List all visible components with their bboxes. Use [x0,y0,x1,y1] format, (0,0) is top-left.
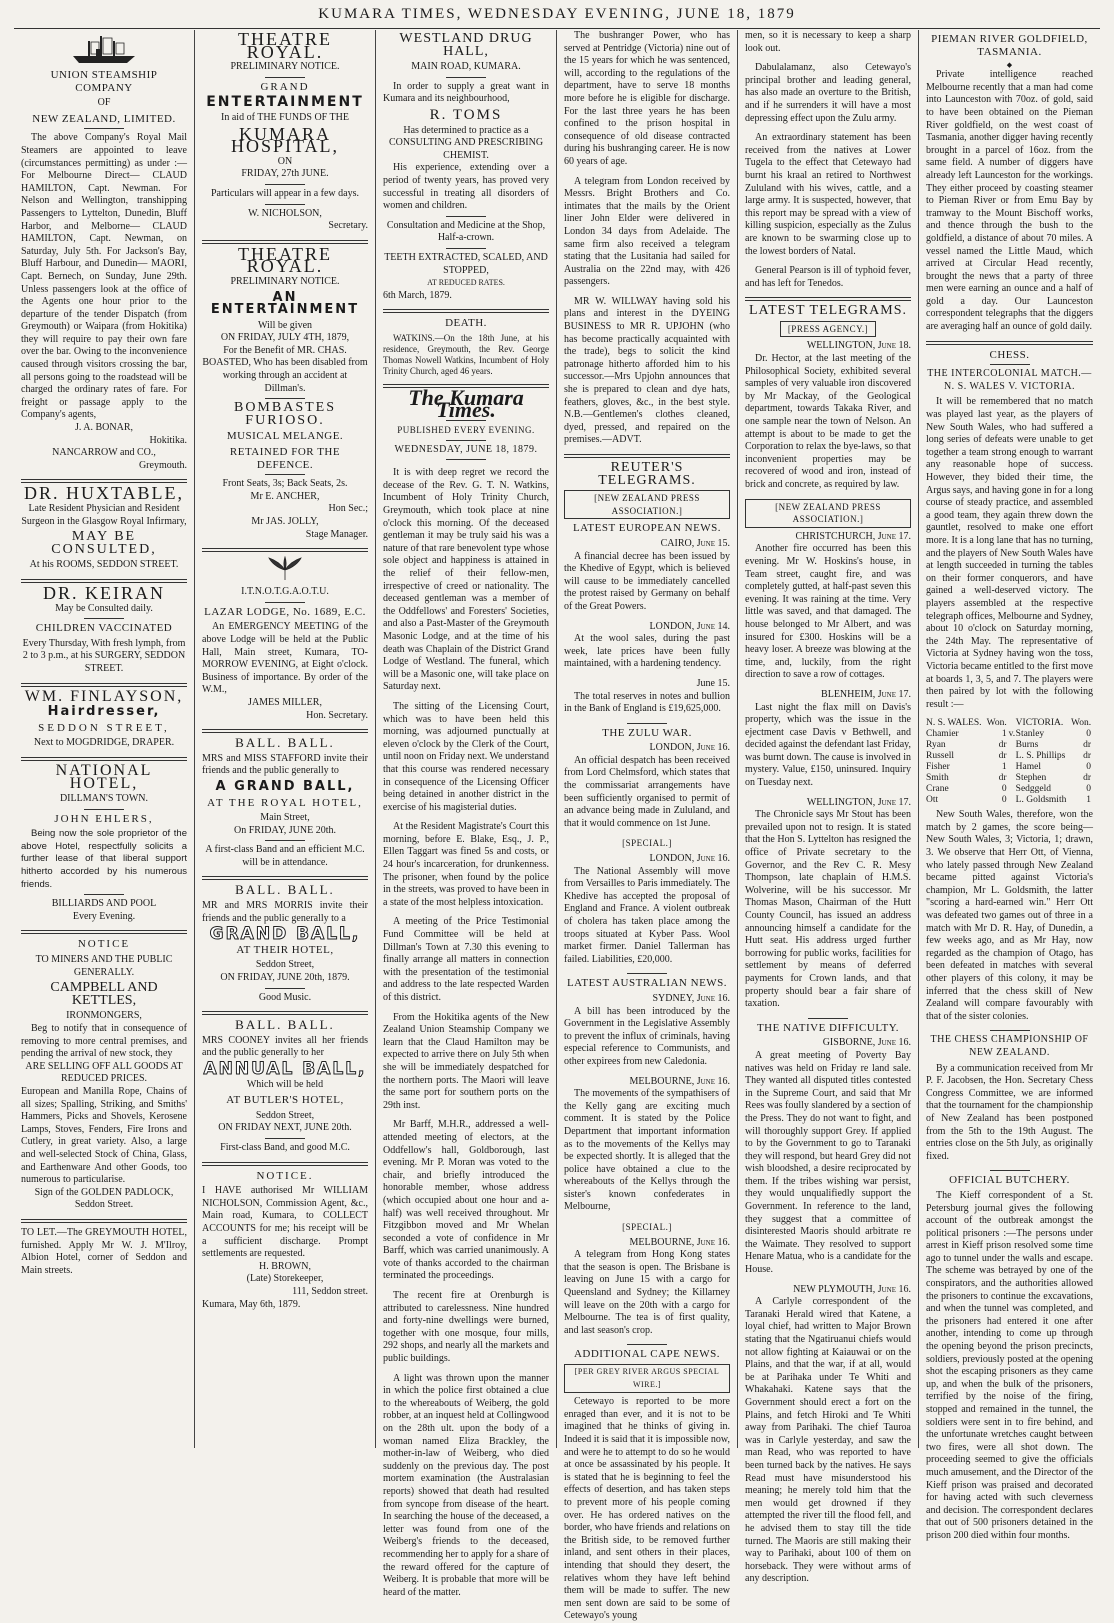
table-cell: 1 [1001,762,1007,773]
theatre-royal-seats: Front Seats, 3s; Back Seats, 2s. [222,478,348,490]
nzpa-box: [NEW ZEALAND PRESS ASSOCIATION.] [745,499,911,528]
june-15-body: The total reserves in notes and bullion in the Bank of England is £19,625,000. [564,690,730,715]
london-16b-dateline: LONDON, June 16. [649,853,730,865]
wellington-17-dateline: WELLINGTON, June 17. [806,796,911,808]
lodge-initials: I.T.N.O.T.G.A.O.T.U. [241,586,329,598]
campbell-kettles-ad [21,938,187,1211]
theatre-royal-notice-2: PRELIMINARY NOTICE. [230,275,340,287]
bombastes-furioso: BOMBASTES FURIOSO. [233,400,337,428]
table-cell: dr [1083,740,1091,751]
table-cell: Fisher [926,762,950,773]
ball-heading-2: BALL. BALL. [235,882,335,898]
campbell-kettles-list: European and Manilla Rope, Chains of all sizes; Spalling, Striking, and Smiths' Hammers, Picks and Shovels, Kerosene Lamps, Stoves, Fenders, Fire Irons and Cutlery, in great variety. Also, a large and well-selected Stock of China, Glass, and Earthenware And other Goods, too numerous to particularise. [21,1085,187,1186]
national-hotel-owner: JOHN EHLERS, [54,812,154,825]
union-steamship-ad [21,32,187,472]
cairo-dateline: CAIRO, June 15. [660,537,730,549]
brown-notice-addr: 111, Seddon street. [292,1285,368,1297]
drug-hall-body: His experience, extending over a period of twenty years, has proved very successful in treating all disorders of women and children. [383,162,549,212]
morris-ball-ad [202,884,368,1004]
national-hotel-name: NATIONAL HOTEL, [55,761,153,792]
theatre-royal-date-2: ON FRIDAY, JULY 4TH, 1879, [220,332,350,344]
butchery-heading: OFFICIAL BUTCHERY. [949,1174,1070,1187]
blenheim-body: Last night the flax mill on Davis's property, which was the issue in the ejectment case Davis v Bethwell, and decided against the defendant last Friday, was burnt down. The cause is involved in mystery. Value, £150, uninsured. Inquiry on Tuesday next. [745,701,911,789]
new-plymouth-body: A Carlyle correspondent of the Taranaki Herald wired that Katene, a loyal chief, had written to Major Brown stating that the Ngatiruanui chiefs would not allow fighting at Kaiauwai or on the Plains, and that the war, if at all, would be at Parihaka under Te Whiti and Whakahaki. Katene says that the Government should erect a fort on the Plains, and fetch Hiroki and Te Whiti away from Parihaki. The chief Tauroa was in Carlyle yesterday, and saw the man Read, who was reported to have been turned back by the natives. He says Read must have misunderstood his meaning; he merely told him that the men would get drowned if they attempted the river till the flood fell, and he advised them to stay till the tide turned. The Maoris are still making their way to Parihaki, about 100 of them on horseback. They were without arms of any description. [745,1296,911,1585]
table-row [926,729,1093,740]
june-15-dateline: June 15. [696,677,730,689]
theatre-royal-notice-1: PRELIMINARY NOTICE. [230,61,340,73]
morris-ball-date: ON FRIDAY, JUNE 20th, 1879. [220,972,350,984]
intercolonial-body: It will be remembered that no match was played last year, as the players of New South Wales, who had suffered a long series of defeats were unable to get together a team strong enough to warrant any reasonable hope of success. However, they bided their time, the Argus says, and having gone in for a long course of steady practice, and assembled a good team, they again threw down the gauntlet, resolved to make one effort more. It is a long lane that has no turning, and the players of New South Wales have at length succeeded in turning the tables on their former conquerors, and have gained a well-deserved victory. The players assembled at the respective telegraph offices, Melbourne and Sydney, about 10 o'clock on Saturday morning, the 24th May. The representative of Victoria at Sydney having won the toss, Victoria became entitled to the first move at boards 1, 3, 5, and 7. The players were then paired by lot with the following result :— [926,396,1093,710]
brown-notice-body: I HAVE authorised Mr WILLIAM NICHOLSON, Commission Agent, &c., Main road, Kumara, to COLLECT ACCOUNTS for me; his receipt will be a sufficient discharge. Prompt settlements are requested. [202,1185,368,1260]
finlayson-next: Next to MOGDRIDGE, DRAPER. [33,737,175,749]
theatre-royal-sign-2b: Mr JAS. JOLLY, [251,516,319,527]
christchurch-dateline: CHRISTCHURCH, June 17. [795,530,911,542]
huxtable-consult: MAY BE CONSULTED, [51,529,157,557]
press-agency-box: [PRESS AGENCY.] [780,321,876,338]
cooney-ball-date: ON FRIDAY NEXT, JUNE 20th. [218,1122,352,1134]
union-subtitle: NEW ZEALAND, LIMITED. [32,112,176,125]
keiran-name: DR. KEIRAN [43,582,165,603]
drug-hall-date: 6th March, 1879. [383,289,452,301]
reuters-press-box: [NEW ZEALAND PRESS ASSOCIATION.] [564,490,730,519]
news-paragraph-dyeing: MR W. WILLWAY having sold his plans and interest in the DYEING BUSINESS to MR R. UPJOHN (who has become practically acquainted with the trade), begs to solicit the kind patronage hitherto afforded him to his successor.—Mrs Upjohn announces that she is prepared to clean and dye hats, feathers, gloves, &c., in the best style. N.B.—Gentlemen's clothes cleaned, dyed, pressed, and repaired on the premises.—ADVT. [564,295,730,446]
stafford-ball-band: A first-class Band and an efficient M.C. will be in attendance. [205,844,365,868]
newspaper-columns [14,29,1100,1622]
cooney-ball-ad [202,1019,368,1154]
huxtable-body: Late Resident Physician and Resident Surgeon in the Glasgow Royal Infirmary, [21,503,187,527]
special-label-2: [SPECIAL.] [622,1222,672,1233]
theatre-royal-particulars: Particulars will appear in a few days. [210,187,359,199]
native-difficulty-heading: THE NATIVE DIFFICULTY. [756,1021,900,1034]
table-cell [1009,740,1016,751]
cape-paragraph-2: Dabulalamanz, also Cetewayo's principal brother and leading general, has also made an overture to the British, and if he surrenders it will have a most depressing effect upon the Zulu army. [745,62,911,124]
theatre-royal-role-2b: Stage Manager. [305,528,368,540]
editorial-paragraph-4: A meeting of the Price Testimonial Fund Committee will be held at Dillman's Town at 7.30 this evening to finally arrange all matters in connection with the presentation of the testimonial and address to the late respected Warden of this district. [383,916,549,1003]
table-header-cell: N. S. WALES. [926,718,982,729]
union-body: The above Company's Royal Mail Steamers are appointed to leave (circumstances permitting) as under :— For Melbourne Direct— CLAUD HAMILTON, Capt. Newman. For Nelson and Wellington, transhipping Passengers to Lyttelton, Dunedin, Bluff Harbor, and Melborne— CLAUD HAMILTON, Capt. Newman, on Saturday, July 5th. For Jackson's Bay, Bluff Harbour, and Dunedin— MAORI, Capt. Bernech, on Sunday, June 29th. Unless passengers look at the office of the Agents one hour prior to the departure of the tender Dispatch (from Greymouth) or Waipara (from Hokitika) they will require to pay their own fare over the bar. Owing to the inconvenience caused through visitors crossing the bar, all persons going to the roadstead will be charged the ordinary rates of fare. For freight or passage apply to the Company's agents, [21,132,187,421]
column-2 [195,30,376,1448]
drug-hall-prof: CONSULTING AND PRESCRIBING CHEMIST. [388,137,544,161]
retained-for-defence: RETAINED FOR THE DEFENCE. [229,446,341,471]
huxtable-name: DR. HUXTABLE, [23,483,185,504]
cooney-ball-street: Seddon Street, [255,1109,315,1121]
table-cell: Smith [926,773,949,784]
table-cell: 0 [1001,795,1007,806]
lazar-lodge-title: LAZAR LODGE, No. 1689, E.C. [204,605,366,618]
theatre-royal-title-1: THEATRE ROYAL. [238,29,332,62]
melbourne-body: The movements of the sympathisers of the Kelly gang are exciting much comment. It is stated by the Police Department that important information as to the movements of the Kellys may be expected shortly. It is alleged that the police have obtained a clue to the whereabouts of the Kellys through the sister's known confederates in Melbourne, [564,1088,730,1213]
morris-ball-body: MR and MRS MORRIS invite their friends and the public generally to a [202,900,368,924]
paper-date: WEDNESDAY, JUNE 18, 1879. [394,443,538,455]
drug-hall-addr: MAIN ROAD, KUMARA. [411,61,521,73]
sydney-dateline: SYDNEY, June 16. [652,992,730,1004]
paper-published: PUBLISHED EVERY EVENING. [397,425,535,436]
miners-notice-title: NOTICE [77,938,131,951]
butchery-body: The Kieff correspondent of a St. Petersburg journal gives the following account of the outbreak amongst the political prisoners :—The persons under arrest in Kieff prison resolved some time ago to tunnel under the walls and escape. The scheme was betrayed by one of the conspirators, and the authorities allowed the prisoners to continue the excavations, and when the tunnel was completed, and the prisoners had entered it one after another, intending to come up through the opening beyond the prison precincts, soldiers, previously posted at the opening shot the escaping prisoners as they came up, and when the bulk of the prisoners, terrified by the noise of the firing, stopped and remained in the tunnel, the soldiers were sent in to fire behind, and the unfortunate wretches caught between two fires, were all shot down. The proceeding seemed to give the officials much amusement, and the Director of the Kieff prison was praised and decorated for having acted with such cleverness and decision. The correspondent declares that out of 500 prisoners detained in the prison 200 died within four months. [926,1189,1093,1541]
death-notice [383,317,549,377]
table-cell: Crane [926,784,949,795]
keiran-vacc-body: Every Thursday, With fresh lymph, from 2 to 3 p.m., at his SURGERY, SEDDON STREET. [22,637,186,674]
stafford-ball-date: On FRIDAY, JUNE 20th. [234,824,336,836]
finlayson-ad [21,687,187,750]
morris-grand-ball: GRAND BALL, [209,924,361,945]
death-heading: DEATH. [445,317,487,330]
union-agent-2: NANCARROW and CO., [52,447,156,459]
editorial-paragraph-2: The sitting of the Licensing Court, which was to have been held this morning, was adjourned punctually at eleven o'clock by the Clerk of the Court, until noon on Friday next. We understand that this course was rendered necessary in consequence of the Licensing Officer being detained in another district in the exercise of his magisterial duties. [383,700,549,813]
table-cell: dr [1083,773,1091,784]
campbell-kettles-name: CAMPBELL AND KETTLES, [50,980,158,1008]
table-cell: L. S. Phillips [1015,751,1066,762]
theatre-royal-ad-2 [202,243,368,541]
table-cell [1009,795,1016,806]
news-paragraph-power: The bushranger Power, who has served at Pentridge (Victoria) nine out of the 15 years for which he was sentenced, will, according to the regulations of the department, have to serve 18 months more before he is eligible for discharge. For the last three years he has been confined to the prison hospital in consequence of old disease contracted during his bushranging career. He is now 60 years of age. [564,30,730,167]
intercolonial-heading: THE INTERCOLONIAL MATCH.— N. S. WALES V. VICTORIA. [927,368,1092,392]
wellington-18-dateline: WELLINGTON, June 18. [806,340,911,352]
theatre-royal-grand: GRAND [260,80,310,93]
editorial-paragraph-7: The recent fire at Orenburgh is attributed to carelessness. Nine hundred and forty-nine dwellings were burned, together with one mosque, four mills, 292 shops, and nearly all the markets and public buildings. [383,1290,549,1365]
lazar-lodge-body: An EMERGENCY MEETING of the above Lodge will be held at the Public Hall, Main street, Kumara, TO-MORROW EVENING, at Eight o'clock. Business of importance. By order of the W.M., [202,621,368,696]
cape-paragraph-4: General Pearson is ill of typhoid fever, and has left for Tenedos. [745,265,911,289]
drug-hall-ad [383,33,549,302]
union-title: UNION STEAMSHIP COMPANY [50,69,158,94]
ornament-icon: ◆ [1006,61,1013,70]
theatre-royal-body-2: For the Benefit of MR. CHAS. BOASTED, Who has been disabled from working through an accident at Dillman's. [202,344,368,394]
wellington-17-body: The Chronicle says Mr Stout has been prevailed upon not to resign. It is stated that the Hon S. Lyttelton has resigned the office of Private secretary to the Governor, and the Rev C. R. Mesy Thompson, late chaplain of H.M.S. Wolverine, will be his successor. Mr Thomas Mason, Chairman of the Hutt County Council, has issued an address announcing himself a candidate for the Hutt seat. His address urged further borrowing for public works, facilities for settlement by means of deferred payments for Crown lands, and that property should bear a fair share of taxation. [745,809,911,1010]
table-cell: Chamier [926,729,959,740]
union-of: OF [97,97,111,109]
theatre-royal-on: ON [277,155,293,167]
morris-ball-street: Seddon Street, [255,959,315,971]
drug-hall-intro: In order to supply a great want in Kumara and its neighbourhood, [383,80,549,105]
cape-continued: men, so it is necessary to keep a sharp look out. [745,30,911,54]
finlayson-trade: Hairdresser, [47,704,161,720]
christchurch-body: Another fire occurred has been this evening. Mr W. Hoskins's house, in Team street, caught fire, and was completely gutted, at half-past seven this evening. It was raining at the time. Very little was saved, and that damaged. The house belonged to Mr Albert, and was insured for £300. Hoskins will be a heavy loser. A breeze was blowing at the time, and, luckily, from the right direction to save a row of cottages. [745,543,911,681]
ball-heading-1: BALL. BALL. [235,735,335,751]
stafford-ball-body: MRS and MISS STAFFORD invite their friends and the public generally to [202,752,368,777]
brown-notice-role: (Late) Storekeeper, [246,1273,324,1285]
masthead: KUMARA TIMES, WEDNESDAY EVENING, JUNE 18, 1879 [14,6,1100,29]
keiran-ad [21,582,187,676]
table-cell [1009,784,1016,795]
column-1 [14,30,195,1448]
table-row [926,784,1093,795]
musical-melange: MUSICAL MELANGE. [226,430,344,443]
london-16-dateline: LONDON, June 16. [649,742,730,754]
cooney-ball-held: Which will be held [246,1078,324,1090]
miners-notice-sub: TO MINERS AND THE PUBLIC GENERALLY. [35,954,173,978]
lazar-lodge-sign: JAMES MILLER, [248,696,322,708]
table-cell: 1 [1001,729,1007,740]
london-16-body: An official despatch has been received from Lord Chelmsford, which states that the commissariat arrangements have been sufficiently organised to permit of an advance being made in Zululand, and that it would commence on 1st June. [564,754,730,829]
gisborne-body: A great meeting of Poverty Bay natives was held on Friday re land sale. They wanted all disputed titles contested in the Supreme Court, and said that Mr Rees was foully slandered by a section of the Press. They do not want to fight, and will thoroughly support Grey. If applied to by the Government to go to Taranaki they will respond, but heard Grey did not wish bloodshed, a desire reciprocated by them. If the tribes wishing war persist, they would unqualifiedly support the Government. In reference to the land, they suggest that a committee of disinterested Maoris should arbitrate re the Waimate. They resolved to support Henare Matua, who is a candidate for the House. [745,1049,911,1276]
union-agent-1-place: Hokitika. [149,434,187,446]
lazar-lodge-ad [202,556,368,722]
table-cell [1009,773,1016,784]
national-hotel-body: Being now the sole proprietor of the above Hotel, respectfully solicits a further lease of that liberal support hitherto accorded by his numerous friends. [21,828,187,890]
national-hotel-town: DILLMAN'S TOWN. [59,793,149,805]
paper-nameplate [383,384,549,460]
huxtable-ad [21,483,187,572]
zulu-war-heading: THE ZULU WAR. [602,726,692,739]
chess-heading: CHESS. [989,348,1030,361]
lazar-lodge-sec: Hon. Secretary. [306,709,368,721]
theatre-royal-aid: In aid of THE FUNDS OF THE [221,111,349,123]
editorial-paragraph-5: From the Hokitika agents of the New Zealand Union Steamship Company we learn that the Claud Hamilton may be expected to arrive there on July 5th when she will be immediately despatched for the northern ports. The Maori will leave the same port for southern ports on the 29th inst. [383,1011,549,1111]
table-cell: Stanley [1015,729,1045,740]
table-header-cell: Won. [1071,718,1092,729]
stafford-ball-street: Main Street, [260,812,310,824]
editorial-paragraph-8: A light was thrown upon the manner in which the police first obtained a clue to the whereabouts of Weiberg, the gold robber, at an inquest held at Collingwood on the 28th ult. upon the body of a woman named Eliza Brackley, the mother-in-law of Weiberg, who died suddenly on the previous day. The post mortem examination (the Australasian reports) showed that death had resulted from syncope from disease of the heart. In searching the house of the deceased, a letter was found from one of the Weiberg's friends to the deceased, recommending her to apply for a share of the reward offered for the capture of Weiberg. It is probable that more will be heard of the matter. [383,1372,549,1598]
brown-notice-ad [202,1170,368,1312]
melbourne-2-body: A telegram from Hong Kong states that the season is open. The Brisbane is leaving on June 15 with a cargo for Queensland and Sydney; the Killarney will leave on the 20th with a cargo for Melbourne. The tea is of first quality, and last season's crop. [564,1249,730,1336]
table-cell: 0 [1086,762,1091,773]
theatre-royal-date-1: FRIDAY, 27th JUNE. [241,168,329,180]
table-cell: 0 [1086,729,1091,740]
pieman-heading: PIEMAN RIVER GOLDFIELD, TASMANIA. [931,33,1088,58]
theatre-royal-an-entertainment: AN ENTERTAINMENT [210,289,360,318]
cape-paragraph-3: An extraordinary statement has been received from the natives at Lower Tugela to the effect that Cetewayo had burnt his kraal an retired to Northwest Zululand with his wives, cattle, and a large army. It is suspected, however, that this report may be spread with a view of killing suspicion, especially as the Zulus are known to be swarming close up to the lowest borders of Natal. [745,132,911,257]
column-5 [738,30,919,1585]
london-14-body: At the wool sales, during the past week, late prices have been fully maintained, with a hardening tendency. [564,633,730,670]
table-cell: Stephen [1015,773,1047,784]
drug-hall-det: Has determined to practice as a [403,124,529,136]
table-cell: dr [998,751,1007,762]
campbell-kettles-selling: ARE SELLING OFF ALL GOODS AT REDUCED PRICES. [25,1060,183,1085]
brown-notice-date: Kumara, May 6th, 1879. [202,1298,301,1310]
national-hotel-billiards: BILLIARDS AND POOL [51,898,157,910]
special-label-1: [SPECIAL.] [622,838,672,849]
union-agent-2-place: Greymouth. [138,459,187,471]
australian-news-heading: LATEST AUSTRALIAN NEWS. [566,977,728,990]
kumara-hospital: KUMARA HOSPITAL, [230,123,340,157]
table-row [926,751,1093,762]
campbell-kettles-sign: Sign of the GOLDEN PADLOCK, Seddon Street. [34,1186,174,1211]
finlayson-name: WM. FINLAYSON, [24,687,184,705]
theatre-royal-ad-1 [202,29,368,233]
table-header-cell: Won. [986,718,1007,729]
table-cell: Sedggeld [1015,784,1052,795]
table-row [926,762,1093,773]
finlayson-street: SEDDON STREET, [38,721,170,734]
editorial-paragraph-1: It is with deep regret we record the decease of the Rev. G. T. N. Watkins, Incumbent of Holy Trinity Church, Greymouth, which took place at nine o'clock this morning. Of the deceased gentleman it may be truly said his was a nature of that rare benevolent type whose sole object and happiness is attained in the relief of their fellow-men, irrespective of creed or nationality. The deceased gentleman was a member of the Oddfellows' and Foresters' Societies, and also a Past-Master of the Greymouth Masonic Lodge, and at the time of his death was Chaplain of the District Grand Lodge of Westland. The funeral, which will be a Masonic one, will take place on Saturday next. [383,467,549,693]
morris-ball-music: Good Music. [258,991,312,1003]
blenheim-dateline: BLENHEIM, June 17. [821,688,911,700]
table-cell [1009,751,1016,762]
cooney-ball-band: First-class Band, and good M.C. [220,1141,350,1153]
keiran-vaccinated: CHILDREN VACCINATED [35,622,173,635]
drug-hall-name: R. TOMS [429,106,503,123]
cooney-ball-body: MRS COONEY invites all her friends and the public generally to her [202,1034,368,1059]
london-16b-body: The National Assembly will move from Versailles to Paris immediately. The Khedive has accepted the proposal of England and France. A violent outbreak of cholera has taken place among the troops situated at Kyber Pass. Wool market firmer. Daniel Tallerman has failed. Liabilities, £20,000. [564,865,730,965]
column-3 [376,30,557,1598]
table-cell: v. [1008,729,1016,740]
ball-heading-3: BALL. BALL. [235,1017,335,1033]
table-cell: dr [1083,751,1091,762]
cooney-annual-ball: ANNUAL BALL, [203,1059,367,1079]
column-4 [557,30,738,1622]
table-cell: Burns [1015,740,1039,751]
drug-hall-rates: AT REDUCED RATES. [427,278,505,288]
cape-news-heading: ADDITIONAL CAPE NEWS. [573,1348,721,1361]
campbell-kettles-trade: IRONMONGERS, [66,1010,142,1022]
table-cell: Russell [926,751,954,762]
table-cell: dr [998,740,1007,751]
table-cell: dr [998,773,1007,784]
table-cell: 0 [1086,784,1091,795]
melbourne-2-dateline: MELBOURNE, June 16. [629,1236,730,1248]
death-body: WATKINS.—On the 18th June, at his residence, Greymouth, the Rev. George Thomas Nowell Watkins, Incumbent of Holy Trinity Church, aged 46 years. [383,332,549,376]
table-cell: 0 [1001,784,1007,795]
morris-ball-at: AT THEIR HOTEL, [236,943,334,956]
wellington-18-body: Dr. Hector, at the last meeting of the Philosophical Society, exhibited several samples of very valuable iron discovered by Mr Mackay, of the Geological department, towards Takaka River, and one sample near the town of Nelson. An attempt is about to be made to get the Corporation to relax the bye-laws, so that inconvenient properties may be recovered of wood and iron, instead of brick and concrete, as required by law. [745,353,911,490]
table-row [926,795,1093,806]
acacia-leaf-icon [263,556,307,582]
championship-body: By a communication received from Mr P. F. Jacobsen, the Hon. Secretary Chess Congress Committee, we are informed that the tournament for the championship of New Zealand has been postponed from the 5th to the 19th August. The entries close on the 5th July, as originally fixed. [926,1062,1093,1162]
editorial-paragraph-3: At the Resident Magistrate's Court this morning, before E. Blake, Esq., J. P., Ellen Taggart was fined 5s and costs, or 24 hour's incarceration, for drunkenness. The prisoner, when found by the police in the streets, was proved to have been in a state of the most helpless intoxication. [383,821,549,908]
theatre-royal-role-2a: Hon Sec.; [328,503,368,515]
latest-telegrams-heading: LATEST TELEGRAMS. [748,303,908,319]
theatre-royal-sign-1: W. NICHOLSON, [248,207,322,219]
table-cell: 1 [1086,795,1091,806]
reuters-heading: REUTER'S TELEGRAMS. [598,460,696,488]
drug-hall-consult: Consultation and Medicine at the Shop, Half-a-crown. [386,219,546,244]
table-cell: Hamel [1015,762,1041,773]
theatre-royal-sec-1: Secretary. [328,220,368,232]
keiran-body: May be Consulted daily. [55,602,153,614]
pieman-body: Private intelligence reached Melbourne recently that a man had come into Launceston with 70oz. of gold, said to have been obtained on the Pieman River goldfield, on the west coast of Tasmania, another digger having recently brought in a parcel of 16oz. from the same field. A number of diggers have already left Launceston for the workings. They either proceed by coasting steamer to Pieman River or from Emu Bay by tramway to the Mount Bischoff works, and thence through the bush to the goldfield, a distance of about 70 miles. A vessel named the Little Maud, which arrived at Circular Head recently, brought the news that a party of three men were earning an ounce and a half of gold a day. Our Launceston correspondent telegraphs that the diggers are averaging half an ounce of gold daily. [926,69,1093,333]
theatre-royal-entertainment: ENTERTAINMENT [206,94,364,111]
cape-wire-box: [PER GREY RIVER ARGUS SPECIAL WIRE.] [564,1364,730,1393]
table-row [926,773,1093,784]
national-hotel-ad [21,761,187,924]
new-plymouth-dateline: NEW PLYMOUTH, June 16. [793,1283,911,1295]
stafford-grand-ball: A GRAND BALL, [215,778,355,794]
melbourne-dateline: MELBOURNE, June 16. [629,1075,730,1087]
national-hotel-every: Every Evening. [72,910,136,922]
table-header-cell: VICTORIA. [1015,718,1064,729]
table-cell: L. Goldsmith [1015,795,1067,806]
table-cell: Ryan [926,740,946,751]
theatre-royal-title-2: THEATRE ROYAL. [238,243,332,277]
steamship-icon [69,32,139,66]
london-14-dateline: LONDON, June 14. [649,620,730,632]
table-header-row [926,718,1093,729]
european-news-heading: LATEST EUROPEAN NEWS. [572,522,722,535]
stafford-ball-ad [202,737,368,869]
table-header-cell [1009,718,1016,729]
championship-heading: THE CHESS CHAMPIONSHIP OF NEW ZEALAND. [930,1034,1089,1058]
cairo-body: A financial decree has been issued by the Khedive of Egypt, which is believed will cause to be immediately cancelled the protest raised by Germany on behalf of the Great Powers. [564,550,730,612]
table-cell: Ott [926,795,939,806]
theatre-royal-sign-2a: Mr E. ANCHER, [250,490,320,502]
campbell-kettles-body: Beg to notify that in consequence of removing to more central premises, and pending the arrival of new stock, they [21,1023,187,1060]
drug-hall-title: WESTLAND DRUG HALL, [399,31,533,59]
editorial-paragraph-6: Mr Barff, M.H.R., addressed a well-attended meeting of electors, at the Oddfellow's hall, Goldborough, last evening. Mr P. Moran was voted to the chair, and briefly introduced the honorable member, whose address (which occupied about one hour and a-half) was well received throughout. Mr Fitzgibbon moved and Mr Whelan seconded a vote of confidence in Mr Barff, which was carried unanimously. A vote of thanks accorded to the chairman terminated the proceedings. [383,1119,549,1282]
stafford-ball-at: AT THE ROYAL HOTEL, [207,796,363,809]
huxtable-address: At his ROOMS, SEDDON STREET. [29,559,179,571]
gisborne-dateline: GISBORNE, June 16. [822,1037,911,1049]
brown-notice-title: NOTICE. [256,1169,314,1182]
paper-title: The Kumara Times. [408,384,524,423]
theatre-royal-given: Will be given [257,319,313,331]
intercolonial-body-2: New South Wales, therefore, won the match by 2 games, the score being— New South Wales, 3; Victoria, 1; drawn, 3. We observe that Herr Ott, of Vienna, who lately passed through New Zealand became pitted against Victoria's champion, Mr L. Goldsmith, the latter "scoring a hard-earned win." Herr Ott was defeated two games out of three in a match with Mr D. R. Hay, of Dunedin, a few weeks ago, and as Mr Hay, now regarded as the champion of Otago, has been defeated in matches with several other players of this colony, it may be inferred that the chess skill of New Zealand will compare favourably with that of the sister colonies. [926,809,1093,1022]
drug-hall-teeth: TEETH EXTRACTED, SCALED, AND STOPPED, [384,251,548,276]
chess-results-table [926,718,1093,806]
union-agent-1: J. A. BONAR, [74,422,134,434]
brown-notice-sign: H. BROWN, [259,1260,311,1272]
table-row [926,740,1093,751]
news-paragraph-mails: A telegram from London received by Messrs. Bright Brothers and Co. intimates that the mails by the Orient liner John Elder were delivered in London 34 days from Adelaide. The same firm also received a telegram stating that the Lusitania had sailed for Australia on the 22nd may, with 426 passengers. [564,175,730,288]
table-cell [1009,762,1016,773]
to-let-ad: TO LET.—The GREYMOUTH HOTEL, furnished. Apply Mr W. J. M'Ilroy, Albion Hotel, corner of Seddon and Main streets. [21,1226,187,1276]
cape-body: Cetewayo is reported to be more enraged than ever, and it is not to be imagined that he thinks of giving in. Indeed it is said that it is impossible now, and were he to attempt to do so he would at once be assassinated by his people. It is stated that he is beginning to feel the effects of desertion, and has taken steps to prevent more of his people coming over. He has ordered natives on the border, who have friends and relations on the British side, to be removed further inland, and sent others in their places, intending that should they desert, the relatives whom they have left behind them will be made to suffer. The new men sent down are said to be some of Cetewayo's young [564,1396,730,1622]
sydney-body: A bill has been introduced by the Government in the Legislative Assembly to prevent the influx of criminals, having especial reference to Communists, and other expirees from new Caledonia. [564,1005,730,1067]
column-6 [919,30,1100,1541]
cooney-ball-at: AT BUTLER'S HOTEL, [226,1094,344,1107]
